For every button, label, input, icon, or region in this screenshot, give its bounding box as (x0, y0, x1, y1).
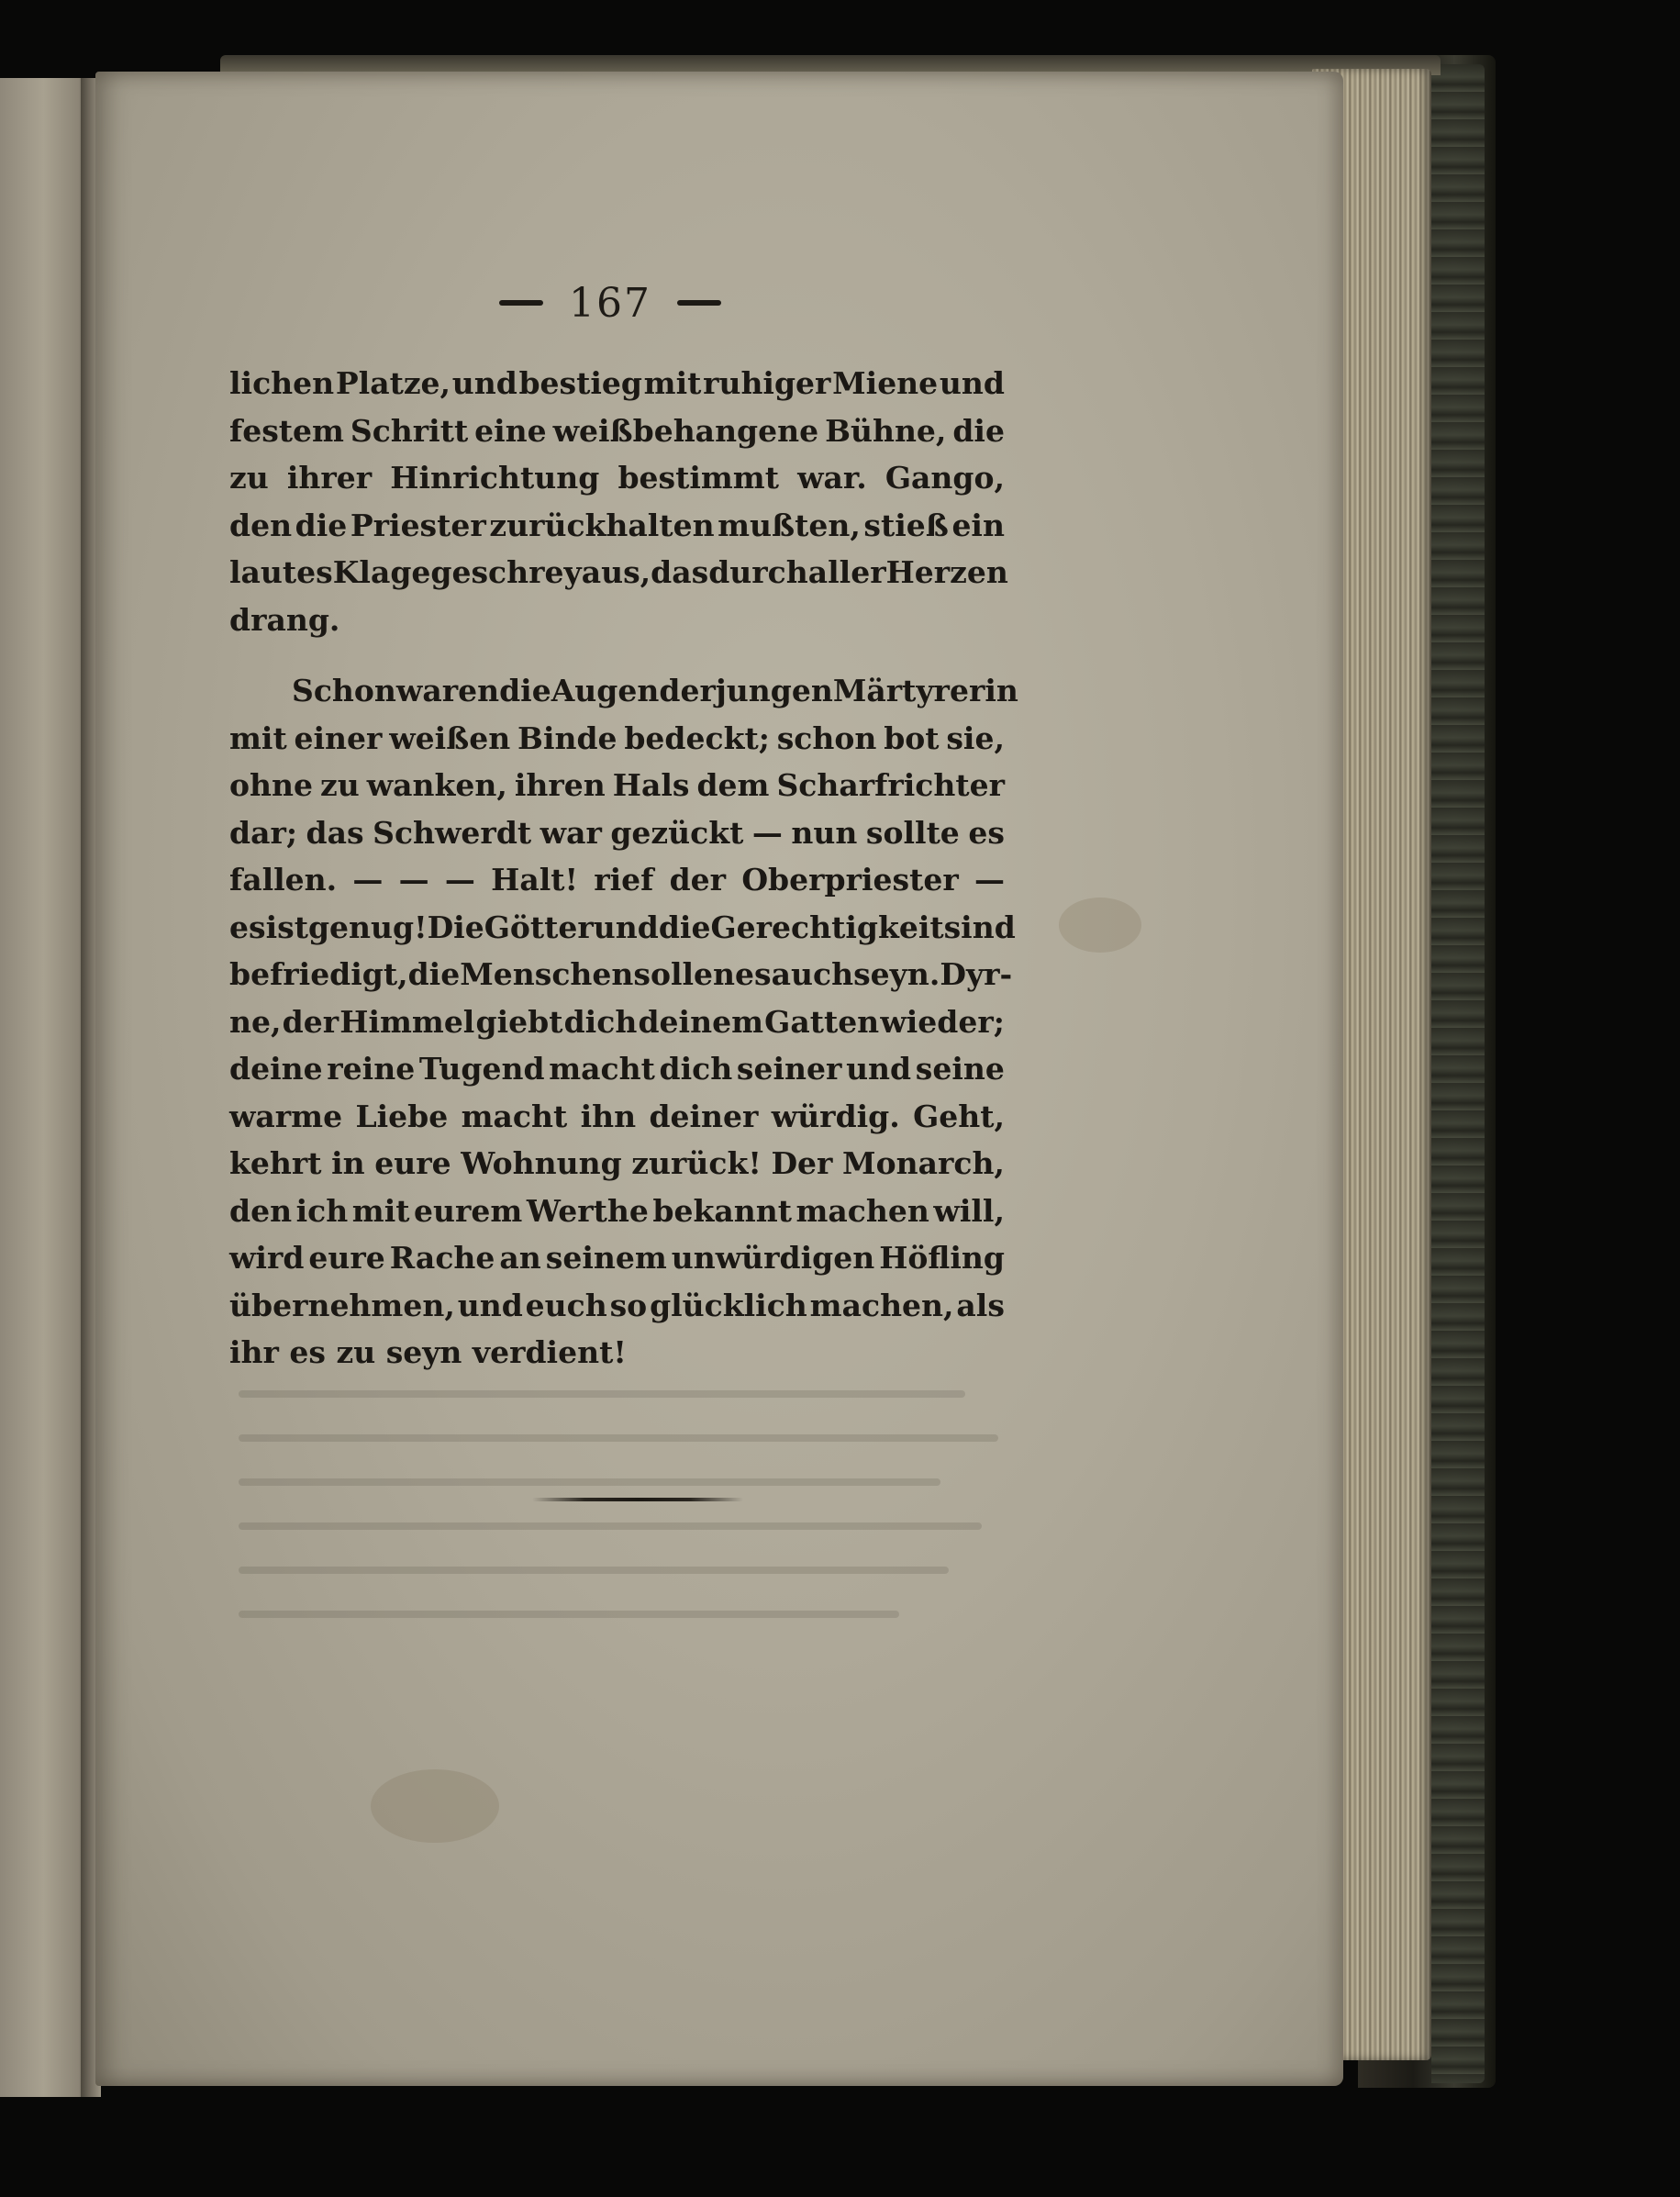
word: aller (807, 554, 886, 590)
text-line (229, 762, 1005, 809)
word: dich (563, 1003, 638, 1040)
text-line (229, 502, 1005, 550)
word: macht (461, 1098, 568, 1134)
word: es (968, 814, 1005, 851)
word: wird (229, 1240, 305, 1276)
word: Wohnung (461, 1145, 622, 1181)
word: — (751, 814, 783, 851)
word: ohne (229, 767, 313, 803)
word: sollen (633, 956, 736, 992)
word: zu (320, 767, 360, 803)
paragraph (229, 667, 1018, 1377)
word: und (846, 1051, 912, 1087)
word: und (593, 909, 659, 945)
word: die (295, 507, 348, 543)
word: ihrer (286, 460, 373, 496)
word: festem (229, 412, 344, 449)
word: dich (659, 1051, 733, 1087)
word: auch (771, 956, 854, 992)
word: Dyr- (940, 956, 1013, 992)
word: kehrt (229, 1145, 322, 1181)
word: seiner (736, 1051, 842, 1087)
text-line (229, 360, 1005, 407)
word: zurückhalten (489, 507, 715, 543)
word: Augen (551, 673, 660, 708)
word: an (499, 1240, 541, 1276)
word: das (651, 554, 709, 590)
word: würdig. (771, 1098, 900, 1134)
word: dar; (229, 814, 298, 851)
text-line (229, 951, 1013, 998)
word: bedeckt; (624, 719, 770, 756)
word: seine (915, 1051, 1005, 1087)
word: Tugend (418, 1051, 545, 1087)
text-line (229, 809, 1005, 857)
word: deinem (638, 1003, 763, 1040)
word: einer (294, 719, 383, 756)
word: durch (708, 554, 808, 590)
word: gezückt (610, 814, 744, 851)
word: die (658, 909, 711, 945)
header-dash-right (677, 300, 721, 306)
word: Monarch, (842, 1145, 1005, 1181)
word: schon (776, 719, 877, 756)
page-number: 167 (569, 279, 651, 327)
word: ihren (514, 767, 606, 803)
word: Der (771, 1145, 833, 1181)
word: ihn (580, 1098, 637, 1134)
word: der (659, 673, 716, 708)
word: bestimmt (617, 460, 779, 496)
word: als (956, 1287, 1005, 1323)
word: sind (943, 909, 1016, 945)
word: ruhiger (703, 365, 831, 401)
word: warme (229, 1098, 343, 1134)
text-line: ihr es zu seyn verdient! (229, 1334, 627, 1370)
cover-board-edge (1431, 64, 1485, 2083)
word: Höfling (879, 1240, 1005, 1276)
word: Klagegeschrey (332, 554, 582, 590)
page-body (229, 360, 1018, 1377)
word: giebt (475, 1003, 563, 1040)
word: war. (797, 460, 867, 496)
word: bot (884, 719, 940, 756)
word: übernehmen, (229, 1287, 455, 1323)
word: lichen (229, 365, 335, 401)
word: der (669, 862, 727, 898)
header-dash-left (499, 300, 543, 306)
word: seyn. (853, 956, 940, 992)
word: Rache (389, 1240, 495, 1276)
word: die (952, 412, 1005, 449)
word: wanken, (366, 767, 507, 803)
text-line: drang. (229, 601, 340, 638)
word: seinem (545, 1240, 667, 1276)
word: Gatten (764, 1003, 880, 1040)
word: Menschen (460, 956, 634, 992)
word: fallen. (229, 862, 338, 898)
word: waren (395, 673, 500, 708)
word: eure (308, 1240, 385, 1276)
word: bestieg (518, 365, 642, 401)
word: und (457, 1287, 523, 1323)
word: Platze, (335, 365, 451, 401)
word: ich (295, 1192, 349, 1229)
word: war (540, 814, 602, 851)
paper-stain (1059, 898, 1141, 953)
text-line (229, 1045, 1005, 1093)
word: machen, (809, 1287, 954, 1323)
word: befriedigt, (229, 956, 408, 992)
word: Werthe (526, 1192, 649, 1229)
word: reine (327, 1051, 416, 1087)
word: zurück! (631, 1145, 762, 1181)
word: Schritt (350, 412, 469, 449)
word: Götter (484, 909, 594, 945)
word: die (499, 673, 551, 708)
word: der (282, 1003, 339, 1040)
word: lautes (229, 554, 333, 590)
word: es (735, 956, 772, 992)
word: wieder; (880, 1003, 1005, 1040)
text-line (229, 1093, 1005, 1141)
word: mit (229, 719, 287, 756)
word: Gerechtigkeit (710, 909, 944, 945)
word: es (229, 909, 266, 945)
text-line (229, 407, 1005, 455)
word: und (451, 365, 517, 401)
word: genug! (307, 909, 428, 945)
word: ne, (229, 1003, 282, 1040)
word: die (407, 956, 461, 992)
word: mußten, (718, 507, 861, 543)
word: rief (594, 862, 654, 898)
word: sollte (865, 814, 960, 851)
word: Scharfrichter (776, 767, 1005, 803)
text-line (229, 667, 1018, 715)
text-line (229, 1140, 1005, 1188)
word: ist (265, 909, 308, 945)
word: Herzen (885, 554, 1008, 590)
text-line (229, 454, 1005, 502)
paragraph (229, 360, 1008, 643)
word: machen (795, 1192, 929, 1229)
word: deine (229, 1051, 323, 1087)
word: jungen (715, 673, 833, 708)
word: Bühne, (825, 412, 947, 449)
word: — (444, 862, 475, 898)
word: Himmel (339, 1003, 475, 1040)
word: das (306, 814, 364, 851)
text-line (229, 549, 1008, 597)
word: stieß (863, 507, 949, 543)
word: — (352, 862, 384, 898)
word: den (229, 1192, 293, 1229)
text-line (229, 1234, 1005, 1282)
word: weißbehangene (552, 412, 819, 449)
word: will, (933, 1192, 1005, 1229)
text-line (229, 715, 1005, 763)
word: Schon (292, 673, 396, 708)
word: eurem (414, 1192, 523, 1229)
text-line (229, 904, 1016, 952)
text-line (229, 1282, 1005, 1330)
word: euch (525, 1287, 607, 1323)
word: in (331, 1145, 365, 1181)
word: macht (549, 1051, 655, 1087)
word: weißen (389, 719, 511, 756)
word: — (974, 862, 1005, 898)
show-through-text (239, 1390, 1064, 1655)
word: und (939, 365, 1005, 401)
word: Priester (350, 507, 486, 543)
word: den (229, 507, 293, 543)
section-end-rule (532, 1498, 743, 1501)
word: so (609, 1287, 648, 1323)
word: Gango, (885, 460, 1005, 496)
word: zu (229, 460, 269, 496)
word: Geht, (913, 1098, 1005, 1134)
word: Märtyrerin (832, 673, 1018, 708)
word: Oberpriester (741, 862, 959, 898)
word: mit (643, 365, 702, 401)
word: Hals (612, 767, 690, 803)
word: sie, (946, 719, 1005, 756)
word: eure (374, 1145, 451, 1181)
paper-stain (371, 1769, 499, 1843)
word: bekannt (652, 1192, 792, 1229)
word: Schwerdt (373, 814, 532, 851)
word: dem (696, 767, 770, 803)
word: glücklich (650, 1287, 807, 1323)
word: Binde (517, 719, 617, 756)
word: deiner (649, 1098, 759, 1134)
text-line (229, 856, 1005, 904)
word: Miene (832, 365, 939, 401)
word: nun (791, 814, 858, 851)
word: — (398, 862, 429, 898)
word: aus, (581, 554, 651, 590)
running-header (477, 275, 743, 330)
text-line (229, 998, 1005, 1046)
word: Liebe (355, 1098, 449, 1134)
word: Halt! (491, 862, 578, 898)
text-line (229, 1188, 1005, 1235)
word: Hinrichtung (390, 460, 600, 496)
word: eine (474, 412, 547, 449)
word: ein (951, 507, 1005, 543)
word: Die (427, 909, 484, 945)
word: unwürdigen (671, 1240, 875, 1276)
word: mit (351, 1192, 410, 1229)
left-page-edge (0, 78, 87, 2097)
